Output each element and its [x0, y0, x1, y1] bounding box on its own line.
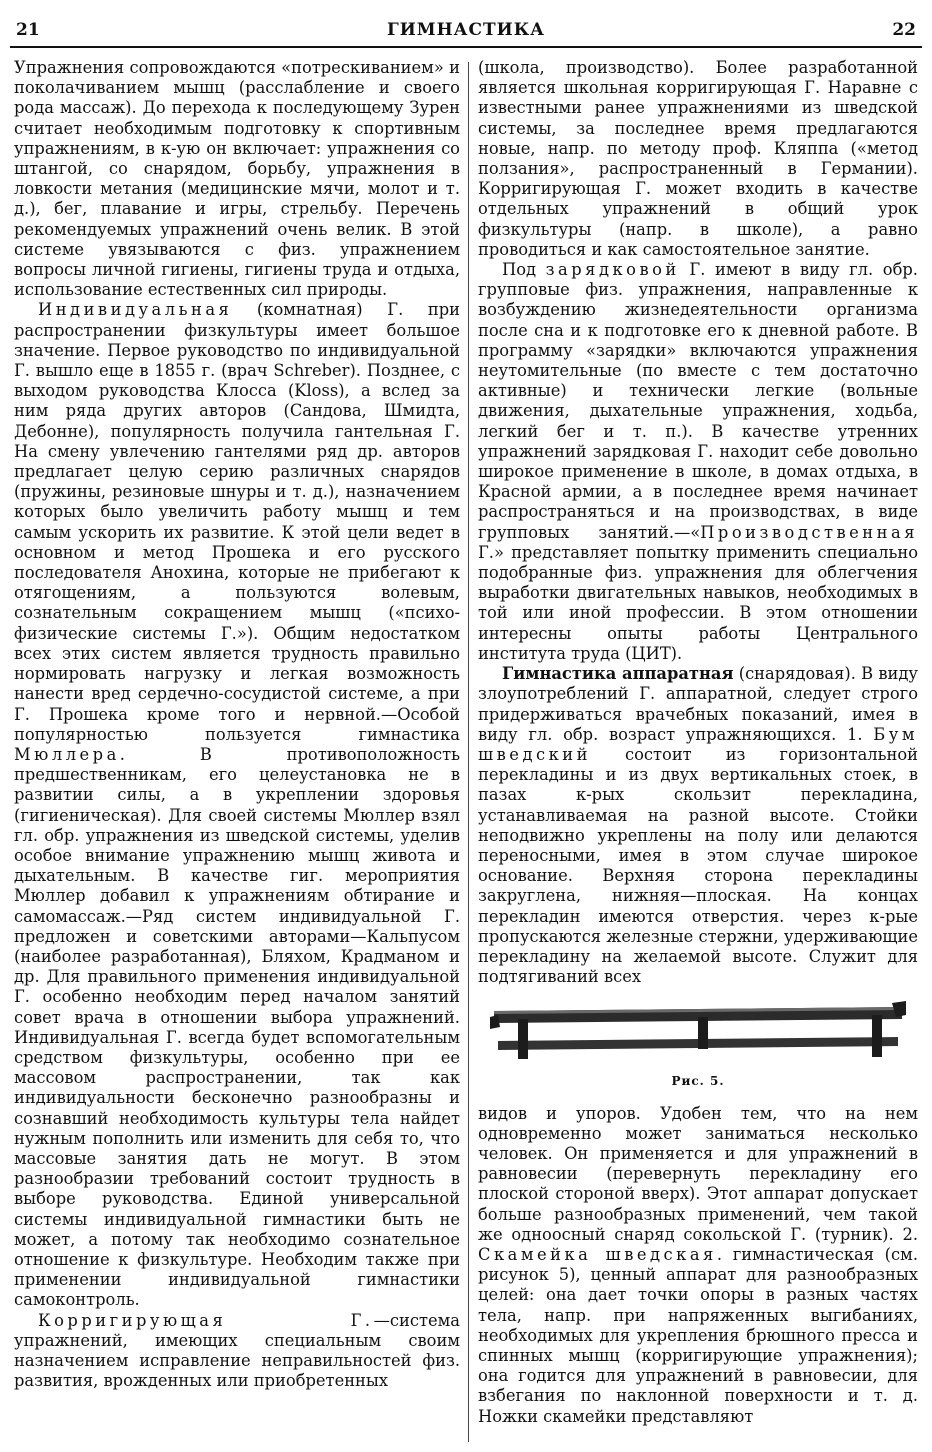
column-divider [468, 62, 469, 1442]
paragraph-apparatus-gymnastics: Гимнастика аппаратная (снарядовая). В виду злоупотреблений Г. аппаратной, следует строго придерживаться врачебных показаний, имея в виду гл. обр. возраст упражняющихся. 1. Бум шведский состоит из горизонтальной перекладины и из двух вертикальных стоек, в пазах к-рых скользит перекладина, устанавливаемая на разной высоте. Стойки неподвижно укреплены на полу или делаются переносными, имея в этом случае широкое основание. Верхняя сторона перекладины закруглена, нижняя—плоская. На концах перекладин имеются отверстия. через к-рые пропускаются железные стержни, удерживающие перекладину на желаемой высоте. Служит для подтягиваний всех [478, 664, 918, 987]
bench-leg-left [518, 1019, 528, 1059]
term-muller: Мюллера [14, 744, 120, 764]
paragraph-beam-continued: видов и упоров. Удобен тем, что на нем одновременно может заниматься несколько человек. Он применяется и для упражнений в равновесии (перевернуть перекладину его плоской стороной вверх). Этот аппарат допускает больше разнообразных применений, чем такой же одноосный снаряд сокольской Г. (турник). 2. Скамейка шведская. гимнастическая (см. рисунок 5), ценный аппарат для разнообразных целей: она дает точки опоры в разных частях тела, напр. при напряженных выгибаниях, необходимых для укрепления брюшного пресса и спинных мышц (корригирующие упражнения); она годится для упражнений в равновесии, для взбегания по наклонной поверхности и т. д. Ножки скамейки представляют [478, 1103, 918, 1426]
term-morning: зарядковой [545, 260, 680, 280]
term-swedish-beam: Бум шведский [478, 724, 918, 764]
term-industrial: Производственная [700, 522, 918, 542]
bench-leg-right [872, 1015, 882, 1057]
term-corrective: Корригирующая Г. [38, 1310, 374, 1330]
running-title: ГИМНАСТИКА [386, 20, 546, 40]
paragraph-individual-gymnastics: Индивидуальная (комнатная) Г. при распространении физкультуры имеет большое значение. Первое руководство по индивидуальной Г. вышло еще в 1855 г. (врач Schreber). Позднее, с выходом руководства Клосса (Kloss), а вслед за ним ряда других авторов (Сандова, Шмидта, Дебонне), популярность получила гантельная Г. На смену увлечению гантелями ряд др. авторов предлагает целую серию различных снарядов (пружины, резиновые шнуры и т. д.), назначением которых было увеличить работу мышц и тем самым ускорить их развитие. К этой цели ведет в основном и метод Прошека и его русского последователя Анохина, которые не прибегают к отягощениям, а пользуются волевым, сознательным сокращением мышц («психо-физические системы Г.»). Общим недостатком всех этих систем является трудность правильно нормировать нагрузку и легкая возможность нанести вред сердечно-сосудистой системе, а при Г. Прошека кроме того и нервной.—Особой популярностью пользуется гимнастика Мюллера. В противоположность предшественникам, его целеустановка не в развитии силы, а в укреплении здоровья (гигиеническая). Для своей системы Мюллер взял гл. обр. упражнения из шведской системы, уделив особое внимание упражнению мышц живота и дыхательным. В качестве гиг. мероприятия Мюллер добавил к упражнениям обтирание и самомассаж.—Ряд систем индивидуальной Г. предложен и советскими авторами—Кальпусом (наиболее разработанная), Бляхом, Крадманом и др. Для правильного применения индивидуальной Г. особенно необходим перед началом занятий совет врача в отношении выбора упражнений. Индивидуальная Г. всегда будет вспомогательным средством физкультуры, особенно при ее массовом распространении, так как индивидуальности бесконечно разнообразны и сознавший необходимость культуры тела найдет нужным пополнить или изменить для себя то, что массовые занятия дать не могут. В этом разнообразии требований состоит трудность в выборе руководства. Единой универсальной системы индивидуальной гимнастики быть не может, а потому так необходимо сознательное отношение к физкультуре. Необходим также при применении индивидуальной гимнастики самоконтроль. [14, 300, 460, 1310]
term-apparatus: Гимнастика аппаратная [502, 664, 734, 684]
term-individual: Индивидуальная [38, 300, 233, 320]
right-column [478, 58, 918, 1427]
paragraph-corrective-continued: (школа, производство). Более разработанной является школьная корригирующая Г. Наравне с известными ранее упражнениями из шведской системы, за последнее время предлагаются новые, напр. по методу проф. Кляппа («метод ползания», распространенный в Германии). Корригирующая Г. может входить в качестве отдельных упражнений в общий урок физкультуры (напр. в школе), а равно проводиться и как самостоятельное занятие. [478, 58, 918, 259]
page-header [10, 18, 922, 48]
bench-leg-middle [698, 1017, 708, 1049]
left-column [14, 58, 460, 1391]
swedish-bench-illustration [488, 997, 908, 1065]
page-number-right: 22 [892, 20, 916, 40]
figure-caption: Рис. 5. [671, 1074, 725, 1089]
paragraph-corrective-gymnastics: Корригирующая Г.—система упражнений, имеющих специальным своим назначением исправление неправильностей физ. развития, врожденных или приобретенных [14, 1310, 460, 1391]
figure-5 [478, 997, 918, 1091]
paragraph-morning-exercise: Под зарядковой Г. имеют в виду гл. обр. групповые физ. упражнения, направленные к возбуждению жизнедеятельности организма после сна и к подготовке его к дневной работе. В программу «зарядки» включаются упражнения неутомительные (по вместе с тем достаточно активные) и технически легкие (вольные движения, дыхательные упражнения, ходьба, легкий бег и т. п.). В качестве утренних упражнений зарядковая Г. находит себе довольно широкое применение в школе, в домах отдыха, в Красной армии, а в последнее время начинает распространяться и на производствах, в виде групповых занятий.—«Производственная Г.» представляет попытку применить специально подобранные физ. упражнения для облегчения выработки двигательных навыков, необходимых в той или иной профессии. В этом отношении интересны опыты работы Центрального института труда (ЦИТ). [478, 260, 918, 663]
page-number-left: 21 [16, 20, 40, 40]
paragraph-suren-continued: Упражнения сопровождаются «потрескиванием» и поколачиванием мышц (расслабление и своего рода массаж). До перехода к последующему Зурен считает необходимым подготовку к спортивным упражнениям, в к-ую он включает: упражнения со штангой, со снарядом, борьбу, упражнения в ловкости метания (медицинские мячи, молот и т. д.), бег, плавание и игры, стрельбу. Перечень рекомендуемых упражнений очень велик. В этой системе увязываются с физ. упражнением вопросы личной гигиены, гигиены труда и отдыха, использование естественных сил природы. [14, 58, 460, 300]
term-swedish-bench: Скамейка шведская [478, 1244, 717, 1264]
